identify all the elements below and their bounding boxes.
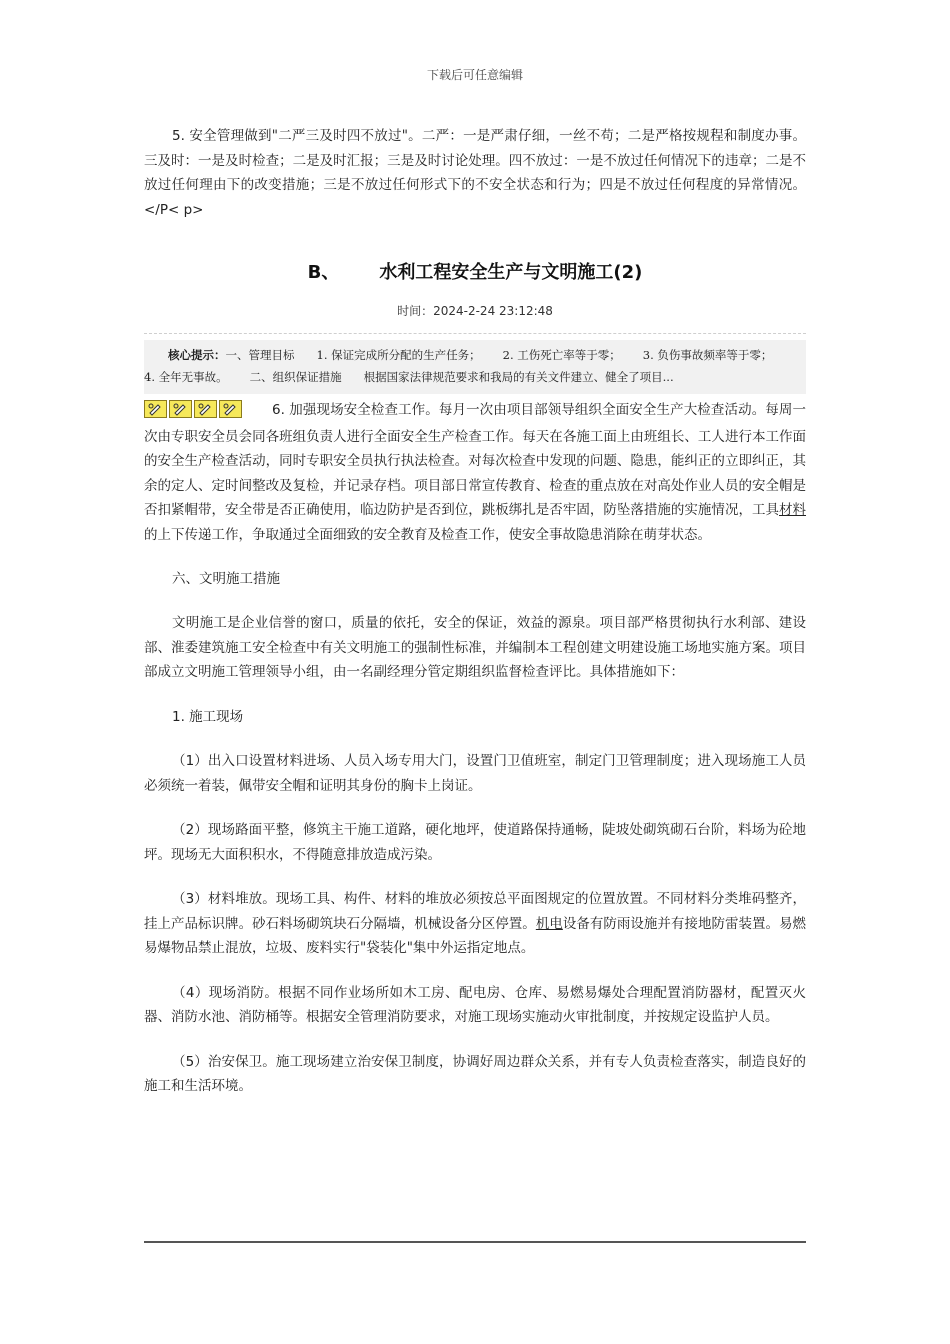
- pencil-icon: [194, 400, 217, 418]
- subsection-heading-site: [144, 705, 806, 730]
- summary-item: 3. 负伤事故频率等于零；: [642, 348, 773, 362]
- summary-key-label: 核心提示：: [168, 348, 226, 362]
- item-number: （2）: [172, 822, 208, 838]
- rating-icons: [144, 400, 244, 425]
- summary-item: 二、组织保证措施: [249, 370, 342, 384]
- check-number: 6.: [272, 402, 285, 418]
- article-title: [144, 258, 806, 288]
- item-text: 现场消防。根据不同作业场所如木工房、配电房、仓库、易燃易爆处合理配置消防器材，配置灭火器、消防水池、消防桶等。根据安全管理消防要求，对施工现场实施动火审批制度，并按规定设监护人员。: [144, 984, 807, 1025]
- page-header-note: 下载后可任意编辑: [426, 68, 523, 82]
- check-text-after: 的上下传递工作，争取通过全面细致的安全教育及检查工作，使安全事故隐患消除在萌芽状态。: [144, 526, 711, 543]
- item-text: 治安保卫。施工现场建立治安保卫制度，协调好周边群众关系，并有专人负责检查落实，制造良好的施工和生活环境。: [144, 1053, 807, 1094]
- site-measure-item: [144, 749, 806, 798]
- item-text: 现场路面平整，修筑主干施工道路，硬化地坪，使道路保持通畅，陡坡处砌筑砌石台阶，料场为砼地坪。现场无大面积积水，不得随意排放造成污染。: [144, 822, 807, 863]
- summary-item: 一、管理目标: [225, 348, 295, 362]
- document-body: [144, 124, 806, 1099]
- summary-line-2: [144, 366, 806, 388]
- intro-text: 安全管理做到"二严三及时四不放过"。二严：一是严肃仔细，一丝不苟；二是严格按规程和制度办事。三及时：一是及时检查；二是及时汇报；三是及时讨论处理。四不放过：一是不放过任何情况下的违章；二是不放过任何理由下的改变措施；三是不放过任何形式下的不安全状态和行为；四是不放过任何程度的异常情况。: [144, 128, 806, 193]
- subsection-number: 1.: [172, 708, 185, 725]
- check-section: [144, 398, 806, 547]
- pencil-icon: [144, 400, 167, 418]
- article-title-prefix: B、: [307, 262, 340, 283]
- item-text-before: 材料堆放。现场工具、构件、材料的堆放必须按总平面图规定的位置放置。不同材料分类堆码整齐，挂上产品标识牌。砂石料场砌筑块石分隔墙，机械设备分区停置。: [144, 891, 807, 932]
- dashed-divider: [144, 333, 806, 334]
- pencil-icon: [169, 400, 192, 418]
- materials-link[interactable]: 材料: [779, 502, 807, 518]
- summary-item: 1. 保证完成所分配的生产任务；: [316, 348, 481, 362]
- publish-time-label: 时间：: [397, 304, 434, 318]
- subsection-title: 施工现场: [184, 708, 244, 725]
- item-number: （1）: [172, 753, 208, 769]
- civilized-intro-paragraph: 文明施工是企业信誉的窗口，质量的依托，安全的保证，效益的源泉。项目部严格贯彻执行水利部、建设部、淮委建筑施工安全检查中有关文明施工的强制性标准，并编制本工程创建文明建设施工场地实施方案。项目部成立文明施工管理领导小组，由一名副经理分管定期组织监督检查评比。具体措施如下：: [144, 615, 806, 680]
- intro-number: 5.: [172, 128, 185, 144]
- section-heading-civilized: 六、文明施工措施: [172, 571, 280, 587]
- footer-rule: [144, 1241, 806, 1243]
- site-measure-item: [144, 1050, 806, 1099]
- summary-item: 2. 工伤死亡率等于零；: [502, 348, 621, 362]
- intro-paragraph: [144, 124, 806, 222]
- item-number: （5）: [172, 1053, 208, 1070]
- check-text-before: 加强现场安全检查工作。每月一次由项目部领导组织全面安全生产大检查活动。每周一次由专职安全员会同各班组负责人进行全面安全生产检查工作。每天在各施工面上由班组长、工人进行本工作面的安全生产检查活动，同时专职安全员执行执法检查。对每次检查中发现的问题、隐患，能纠正的立即纠正，其余的定人、定时间整改及复检，并记录存档。项目部日常宣传教育、检查的重点放在对高处作业人员的安全帽是否扣紧帽带，安全带是否正确使用，临边防护是否到位，跳板绑扎是否牢固，防坠落措施的实施情况，工具: [144, 402, 806, 518]
- summary-item: 根据国家法律规范要求和我局的有关文件建立、健全了项目...: [363, 370, 674, 384]
- pencil-icon: [219, 400, 242, 418]
- electromechanical-link[interactable]: 机电: [535, 915, 563, 932]
- site-measure-item: [144, 887, 806, 961]
- publish-time: [144, 302, 806, 319]
- summary-box: [144, 340, 806, 394]
- article-title-text: 水利工程安全生产与文明施工(2): [379, 262, 643, 283]
- summary-item: 4. 全年无事故。: [144, 370, 228, 384]
- item-number: （4）: [172, 984, 209, 1001]
- summary-line-1: [144, 344, 806, 366]
- site-measure-item: [144, 818, 806, 867]
- publish-time-value: 2024-2-24 23:12:48: [433, 304, 553, 318]
- item-text-after: 设备有防雨设施并有接地防雷装置。易燃易爆物品禁止混放，垃圾、废料实行"袋装化"集中外运指定地点。: [144, 915, 807, 956]
- item-text: 出入口设置材料进场、人员入场专用大门，设置门卫值班室，制定门卫管理制度；进入现场施工人员必须统一着装，佩带安全帽和证明其身份的胸卡上岗证。: [144, 753, 807, 794]
- intro-tail-markup: </P< p>: [144, 201, 204, 218]
- site-measure-item: [144, 981, 806, 1030]
- check-paragraph: [144, 398, 806, 547]
- item-number: （3）: [172, 891, 208, 907]
